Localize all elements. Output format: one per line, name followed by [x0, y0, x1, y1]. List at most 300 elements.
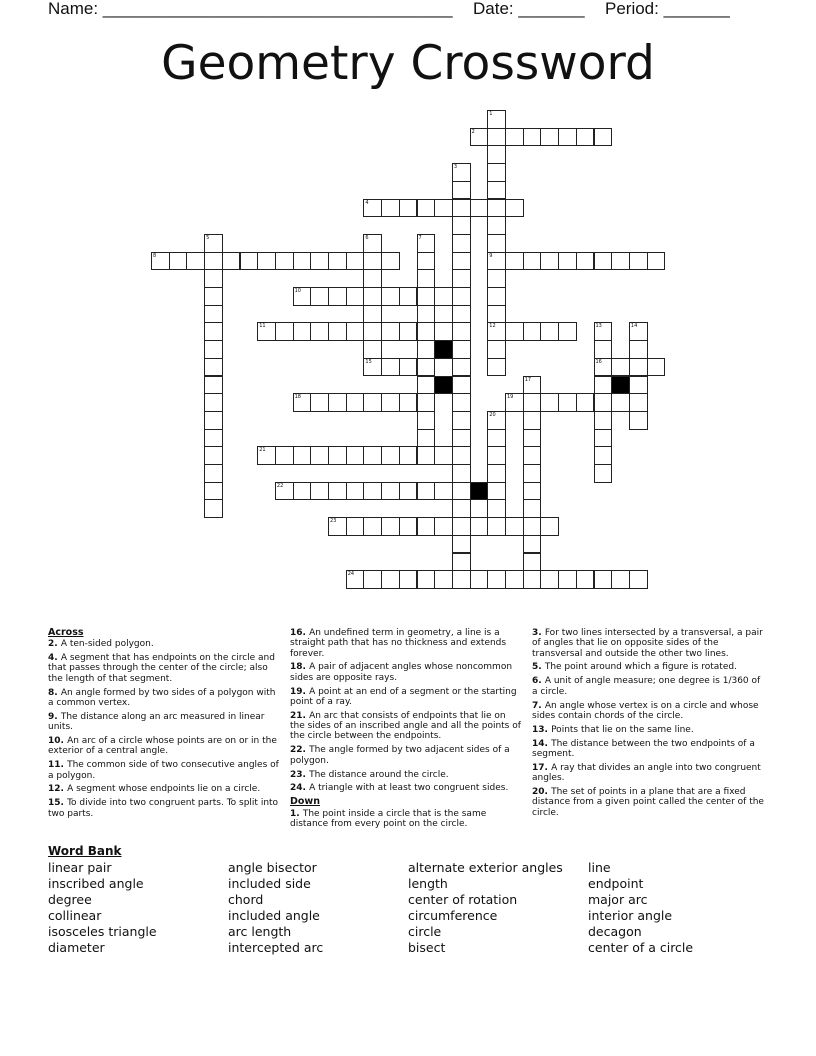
- grid-cell[interactable]: [452, 269, 471, 288]
- grid-cell[interactable]: [204, 464, 223, 483]
- grid-cell[interactable]: [540, 252, 559, 271]
- clue-text: The point inside a circle that is the same distance from every point on the circle.: [290, 808, 487, 829]
- grid-cell[interactable]: [487, 305, 506, 324]
- word-bank-item: degree: [48, 892, 92, 907]
- clue-number-label: 12.: [48, 784, 68, 795]
- grid-cell[interactable]: [487, 411, 506, 430]
- grid-cell[interactable]: [470, 570, 489, 589]
- grid-cell[interactable]: [204, 340, 223, 359]
- grid-cell[interactable]: [417, 411, 436, 430]
- grid-cell[interactable]: [204, 358, 223, 377]
- grid-cell[interactable]: [434, 482, 453, 501]
- grid-cell[interactable]: [558, 252, 577, 271]
- grid-cell[interactable]: [186, 252, 205, 271]
- clue: [532, 701, 764, 722]
- grid-cell[interactable]: [381, 252, 400, 271]
- grid-cell[interactable]: [470, 199, 489, 218]
- grid-cell[interactable]: [346, 570, 365, 589]
- grid-cell[interactable]: [399, 446, 418, 465]
- grid-cell[interactable]: [275, 322, 294, 341]
- grid-cell[interactable]: [452, 517, 471, 536]
- clue-number: 11: [259, 323, 266, 330]
- grid-cell[interactable]: [487, 199, 506, 218]
- grid-cell[interactable]: [487, 446, 506, 465]
- grid-cell[interactable]: [310, 446, 329, 465]
- grid-cell[interactable]: [647, 358, 666, 377]
- grid-cell[interactable]: [310, 322, 329, 341]
- grid-cell[interactable]: [487, 145, 506, 164]
- clue: [290, 711, 522, 742]
- grid-cell[interactable]: [381, 482, 400, 501]
- clue-number: 15: [365, 358, 372, 365]
- grid-cell[interactable]: [293, 446, 312, 465]
- grid-cell[interactable]: [487, 181, 506, 200]
- grid-cell[interactable]: [328, 517, 347, 536]
- grid-cell[interactable]: [487, 358, 506, 377]
- word-bank-item: major arc: [588, 892, 648, 907]
- grid-cell[interactable]: [523, 128, 542, 147]
- grid-cell[interactable]: [417, 234, 436, 253]
- word-bank-column: [48, 860, 157, 956]
- clue-text: A ten-sided polygon.: [60, 639, 154, 650]
- grid-cell[interactable]: [310, 252, 329, 271]
- clue-text: A point at an end of a segment or the starting point of a ray.: [290, 686, 517, 707]
- grid-cell[interactable]: [328, 322, 347, 341]
- grid-cell[interactable]: [257, 322, 276, 341]
- clue-text: The point around which a figure is rotated.: [544, 662, 737, 673]
- clue-text: Points that lie on the same line.: [551, 724, 694, 735]
- clue-number: 22: [276, 482, 284, 489]
- grid-cell[interactable]: [629, 411, 648, 430]
- grid-cell[interactable]: [629, 393, 648, 412]
- grid-cell[interactable]: [487, 128, 506, 147]
- grid-cell[interactable]: [257, 252, 276, 271]
- clue-number: 12: [489, 323, 496, 330]
- grid-cell[interactable]: [505, 570, 524, 589]
- clue-number: 14: [630, 323, 638, 330]
- clue-text: An arc of a circle whose points are on or in the exterior of a central angle.: [48, 736, 277, 757]
- grid-cell[interactable]: [505, 322, 524, 341]
- grid-cell[interactable]: [594, 322, 613, 341]
- clue-number: 8: [153, 252, 157, 259]
- grid-cell[interactable]: [594, 446, 613, 465]
- grid-cell[interactable]: [417, 199, 436, 218]
- grid-cell[interactable]: [505, 517, 524, 536]
- grid-block: [434, 340, 453, 359]
- grid-cell[interactable]: [540, 128, 559, 147]
- grid-cell[interactable]: [417, 376, 436, 395]
- grid-cell[interactable]: [363, 234, 382, 253]
- grid-block: [434, 376, 453, 395]
- grid-cell[interactable]: [452, 553, 471, 572]
- grid-cell[interactable]: [399, 358, 418, 377]
- grid-cell[interactable]: [204, 393, 223, 412]
- grid-cell[interactable]: [452, 181, 471, 200]
- grid-cell[interactable]: [523, 517, 542, 536]
- grid-cell[interactable]: [204, 234, 223, 253]
- grid-cell[interactable]: [452, 376, 471, 395]
- grid-cell[interactable]: [275, 446, 294, 465]
- clue-text: The distance along an arc measured in linear units.: [48, 711, 265, 733]
- grid-cell[interactable]: [452, 499, 471, 518]
- grid-cell[interactable]: [328, 446, 347, 465]
- grid-cell[interactable]: [505, 393, 524, 412]
- word-bank-item: endpoint: [588, 876, 644, 891]
- grid-cell[interactable]: [505, 199, 524, 218]
- grid-cell[interactable]: [346, 287, 365, 306]
- grid-cell[interactable]: [363, 482, 382, 501]
- grid-cell[interactable]: [452, 340, 471, 359]
- grid-cell[interactable]: [523, 570, 542, 589]
- clue-number-label: 21.: [290, 710, 310, 721]
- grid-cell[interactable]: [363, 358, 382, 377]
- grid-cell[interactable]: [558, 322, 577, 341]
- grid-cell[interactable]: [346, 446, 365, 465]
- grid-cell[interactable]: [204, 499, 223, 518]
- grid-cell[interactable]: [523, 553, 542, 572]
- word-bank-item: collinear: [48, 908, 102, 923]
- grid-cell[interactable]: [417, 517, 436, 536]
- grid-cell[interactable]: [594, 252, 613, 271]
- grid-cell[interactable]: [523, 429, 542, 448]
- grid-cell[interactable]: [594, 464, 613, 483]
- grid-cell[interactable]: [452, 287, 471, 306]
- clue-number: 19: [507, 394, 514, 401]
- clue-number-label: 6.: [532, 676, 545, 687]
- grid-cell[interactable]: [452, 464, 471, 483]
- grid-cell[interactable]: [381, 199, 400, 218]
- word-bank-item: bisect: [408, 940, 446, 955]
- grid-cell[interactable]: [487, 216, 506, 235]
- grid-cell[interactable]: [310, 393, 329, 412]
- grid-cell[interactable]: [558, 393, 577, 412]
- grid-cell[interactable]: [452, 322, 471, 341]
- clue-text: A pair of adjacent angles whose noncommon sides are opposite rays.: [290, 662, 513, 683]
- grid-cell[interactable]: [594, 340, 613, 359]
- grid-cell[interactable]: [151, 252, 170, 271]
- name-field[interactable]: Name: _____________________________________: [48, 0, 453, 18]
- grid-cell[interactable]: [594, 429, 613, 448]
- grid-cell[interactable]: [399, 570, 418, 589]
- grid-cell[interactable]: [594, 570, 613, 589]
- clue-number-label: 20.: [532, 787, 552, 798]
- clue-number: 18: [294, 394, 301, 401]
- grid-cell[interactable]: [594, 411, 613, 430]
- grid-cell[interactable]: [363, 517, 382, 536]
- grid-cell[interactable]: [487, 252, 506, 271]
- grid-cell[interactable]: [417, 322, 436, 341]
- grid-cell[interactable]: [611, 393, 630, 412]
- clue: [290, 783, 522, 793]
- word-bank-item: intercepted arc: [228, 940, 324, 955]
- grid-cell[interactable]: [417, 429, 436, 448]
- clue-text: The distance around the circle.: [309, 769, 449, 780]
- grid-cell[interactable]: [487, 517, 506, 536]
- grid-cell[interactable]: [487, 287, 506, 306]
- grid-cell[interactable]: [576, 128, 595, 147]
- clue-number-label: 19.: [290, 686, 310, 697]
- grid-cell[interactable]: [505, 252, 524, 271]
- grid-cell[interactable]: [647, 252, 666, 271]
- grid-cell[interactable]: [417, 358, 436, 377]
- grid-cell[interactable]: [363, 446, 382, 465]
- grid-cell[interactable]: [487, 269, 506, 288]
- clue: [532, 739, 764, 760]
- grid-cell[interactable]: [275, 482, 294, 501]
- grid-cell[interactable]: [523, 499, 542, 518]
- grid-cell[interactable]: [558, 570, 577, 589]
- grid-cell[interactable]: [434, 199, 453, 218]
- clue-number-label: 22.: [290, 745, 310, 756]
- grid-cell[interactable]: [240, 252, 259, 271]
- grid-cell[interactable]: [204, 269, 223, 288]
- period-field[interactable]: Period: _______: [605, 0, 730, 18]
- grid-cell[interactable]: [346, 252, 365, 271]
- clue-text: An arc that consists of endpoints that lie on the sides of an inscribed angle and all the points of the circle between the endpoints.: [290, 710, 521, 742]
- clue-number-label: 2.: [48, 639, 61, 650]
- grid-cell[interactable]: [487, 499, 506, 518]
- grid-cell[interactable]: [381, 358, 400, 377]
- clue-number: 10: [294, 288, 301, 294]
- grid-cell[interactable]: [452, 234, 471, 253]
- grid-cell[interactable]: [434, 322, 453, 341]
- grid-cell[interactable]: [470, 517, 489, 536]
- clue-text: The distance between the two endpoints of a segment.: [532, 738, 755, 759]
- grid-cell[interactable]: [629, 252, 648, 271]
- grid-cell[interactable]: [452, 446, 471, 465]
- clue-number-label: 11.: [48, 760, 68, 771]
- clue: [48, 798, 280, 819]
- word-bank-item: included side: [228, 876, 311, 891]
- grid-cell[interactable]: [523, 393, 542, 412]
- clue-number: 7: [418, 234, 422, 241]
- grid-cell[interactable]: [381, 570, 400, 589]
- grid-cell[interactable]: [487, 429, 506, 448]
- grid-cell[interactable]: [487, 110, 506, 129]
- grid-cell[interactable]: [558, 128, 577, 147]
- grid-cell[interactable]: [523, 446, 542, 465]
- clue-number-label: 8.: [48, 687, 61, 698]
- grid-cell[interactable]: [381, 393, 400, 412]
- grid-cell[interactable]: [594, 128, 613, 147]
- grid-cell[interactable]: [363, 340, 382, 359]
- grid-cell[interactable]: [452, 393, 471, 412]
- grid-cell[interactable]: [328, 393, 347, 412]
- grid-cell[interactable]: [540, 322, 559, 341]
- grid-cell[interactable]: [204, 482, 223, 501]
- clue-number: 6: [365, 234, 369, 241]
- grid-cell[interactable]: [523, 252, 542, 271]
- grid-cell[interactable]: [328, 252, 347, 271]
- grid-cell[interactable]: [204, 305, 223, 324]
- grid-cell[interactable]: [399, 322, 418, 341]
- grid-cell[interactable]: [540, 570, 559, 589]
- grid-cell[interactable]: [576, 393, 595, 412]
- word-bank-title: Word Bank: [48, 844, 122, 858]
- clue-number-label: 17.: [532, 762, 552, 773]
- grid-cell[interactable]: [629, 358, 648, 377]
- grid-cell[interactable]: [293, 482, 312, 501]
- grid-cell[interactable]: [434, 570, 453, 589]
- grid-cell[interactable]: [452, 252, 471, 271]
- clue-text: A ray that divides an angle into two congruent angles.: [532, 762, 761, 784]
- word-bank-item: chord: [228, 892, 264, 907]
- grid-cell[interactable]: [452, 199, 471, 218]
- clue-number-label: 7.: [532, 700, 545, 711]
- grid-cell[interactable]: [487, 234, 506, 253]
- grid-cell[interactable]: [346, 393, 365, 412]
- grid-cell[interactable]: [487, 464, 506, 483]
- grid-cell[interactable]: [399, 482, 418, 501]
- grid-cell[interactable]: [204, 287, 223, 306]
- grid-cell[interactable]: [611, 570, 630, 589]
- grid-cell[interactable]: [204, 429, 223, 448]
- grid-cell[interactable]: [540, 517, 559, 536]
- grid-cell[interactable]: [487, 482, 506, 501]
- grid-cell[interactable]: [310, 482, 329, 501]
- grid-cell[interactable]: [417, 482, 436, 501]
- clue: [290, 662, 522, 683]
- word-bank-item: linear pair: [48, 860, 112, 875]
- grid-cell[interactable]: [169, 252, 188, 271]
- grid-block: [611, 376, 630, 395]
- grid-cell[interactable]: [487, 322, 506, 341]
- grid-cell[interactable]: [381, 322, 400, 341]
- grid-cell[interactable]: [293, 252, 312, 271]
- grid-cell[interactable]: [452, 305, 471, 324]
- clue-number: 20: [489, 411, 496, 418]
- clue-text: A segment that has endpoints on the circle and that passes through the center of the circle; also the length of that segment.: [48, 653, 275, 684]
- grid-cell[interactable]: [452, 358, 471, 377]
- grid-cell[interactable]: [399, 199, 418, 218]
- grid-cell[interactable]: [417, 252, 436, 271]
- grid-cell[interactable]: [381, 517, 400, 536]
- clue-number-label: 24.: [290, 783, 310, 794]
- grid-cell[interactable]: [204, 322, 223, 341]
- word-bank-item: alternate exterior angles: [408, 860, 563, 875]
- grid-cell[interactable]: [523, 535, 542, 554]
- clue: [532, 787, 764, 818]
- word-bank-item: center of a circle: [588, 940, 694, 955]
- grid-cell[interactable]: [576, 570, 595, 589]
- grid-cell[interactable]: [487, 340, 506, 359]
- grid-cell[interactable]: [523, 376, 542, 395]
- date-field[interactable]: Date: _______: [473, 0, 585, 18]
- grid-cell[interactable]: [346, 517, 365, 536]
- grid-cell[interactable]: [399, 287, 418, 306]
- grid-cell[interactable]: [363, 305, 382, 324]
- grid-cell[interactable]: [629, 570, 648, 589]
- clue-number: 24: [347, 571, 355, 578]
- grid-cell[interactable]: [487, 570, 506, 589]
- grid-cell[interactable]: [328, 482, 347, 501]
- grid-cell[interactable]: [293, 287, 312, 306]
- grid-cell[interactable]: [381, 287, 400, 306]
- grid-cell[interactable]: [594, 393, 613, 412]
- clue: [48, 736, 280, 757]
- grid-cell[interactable]: [363, 322, 382, 341]
- grid-cell[interactable]: [363, 570, 382, 589]
- grid-cell[interactable]: [629, 376, 648, 395]
- grid-cell[interactable]: [204, 376, 223, 395]
- grid-cell[interactable]: [417, 340, 436, 359]
- grid-cell[interactable]: [594, 376, 613, 395]
- grid-cell[interactable]: [222, 252, 241, 271]
- grid-cell[interactable]: [310, 287, 329, 306]
- grid-cell[interactable]: [523, 411, 542, 430]
- grid-cell[interactable]: [363, 287, 382, 306]
- grid-cell[interactable]: [470, 128, 489, 147]
- grid-cell[interactable]: [629, 340, 648, 359]
- grid-cell[interactable]: [204, 446, 223, 465]
- grid-cell[interactable]: [452, 570, 471, 589]
- grid-cell[interactable]: [594, 358, 613, 377]
- grid-cell[interactable]: [576, 252, 595, 271]
- grid-cell[interactable]: [363, 393, 382, 412]
- grid-cell[interactable]: [452, 535, 471, 554]
- grid-cell[interactable]: [417, 269, 436, 288]
- grid-cell[interactable]: [452, 411, 471, 430]
- grid-cell[interactable]: [523, 482, 542, 501]
- grid-cell[interactable]: [204, 252, 223, 271]
- grid-cell[interactable]: [487, 163, 506, 182]
- grid-cell[interactable]: [399, 517, 418, 536]
- grid-cell[interactable]: [257, 446, 276, 465]
- grid-cell[interactable]: [363, 252, 382, 271]
- clue-number: 13: [595, 323, 602, 330]
- grid-cell[interactable]: [452, 482, 471, 501]
- grid-cell[interactable]: [293, 393, 312, 412]
- grid-cell[interactable]: [505, 128, 524, 147]
- grid-cell[interactable]: [363, 269, 382, 288]
- grid-cell[interactable]: [540, 393, 559, 412]
- grid-cell[interactable]: [452, 429, 471, 448]
- grid-cell[interactable]: [611, 252, 630, 271]
- clue: [48, 688, 280, 709]
- grid-cell[interactable]: [629, 322, 648, 341]
- grid-cell[interactable]: [293, 322, 312, 341]
- grid-cell[interactable]: [346, 482, 365, 501]
- word-bank-item: line: [588, 860, 611, 875]
- grid-cell[interactable]: [523, 464, 542, 483]
- grid-cell[interactable]: [328, 287, 347, 306]
- clue-text: An angle whose vertex is on a circle and whose sides contain chords of the circle.: [532, 700, 759, 721]
- grid-cell[interactable]: [417, 393, 436, 412]
- grid-cell[interactable]: [346, 322, 365, 341]
- grid-cell[interactable]: [417, 287, 436, 306]
- grid-cell[interactable]: [434, 446, 453, 465]
- clue-text: For two lines intersected by a transversal, a pair of angles that lie on opposite sides of the transversal and outside the other two lines.: [532, 628, 763, 659]
- grid-cell[interactable]: [611, 358, 630, 377]
- grid-cell[interactable]: [381, 446, 400, 465]
- grid-cell[interactable]: [417, 570, 436, 589]
- clue: [290, 687, 522, 708]
- clue: [290, 809, 522, 830]
- grid-cell[interactable]: [523, 322, 542, 341]
- grid-cell[interactable]: [204, 411, 223, 430]
- grid-cell[interactable]: [417, 446, 436, 465]
- grid-cell[interactable]: [399, 393, 418, 412]
- grid-cell[interactable]: [417, 305, 436, 324]
- grid-cell[interactable]: [434, 517, 453, 536]
- grid-cell[interactable]: [452, 163, 471, 182]
- clues-column-2: [290, 628, 522, 833]
- grid-cell[interactable]: [452, 216, 471, 235]
- word-bank-column: [408, 860, 563, 956]
- grid-cell[interactable]: [363, 199, 382, 218]
- grid-cell[interactable]: [434, 287, 453, 306]
- grid-cell[interactable]: [275, 252, 294, 271]
